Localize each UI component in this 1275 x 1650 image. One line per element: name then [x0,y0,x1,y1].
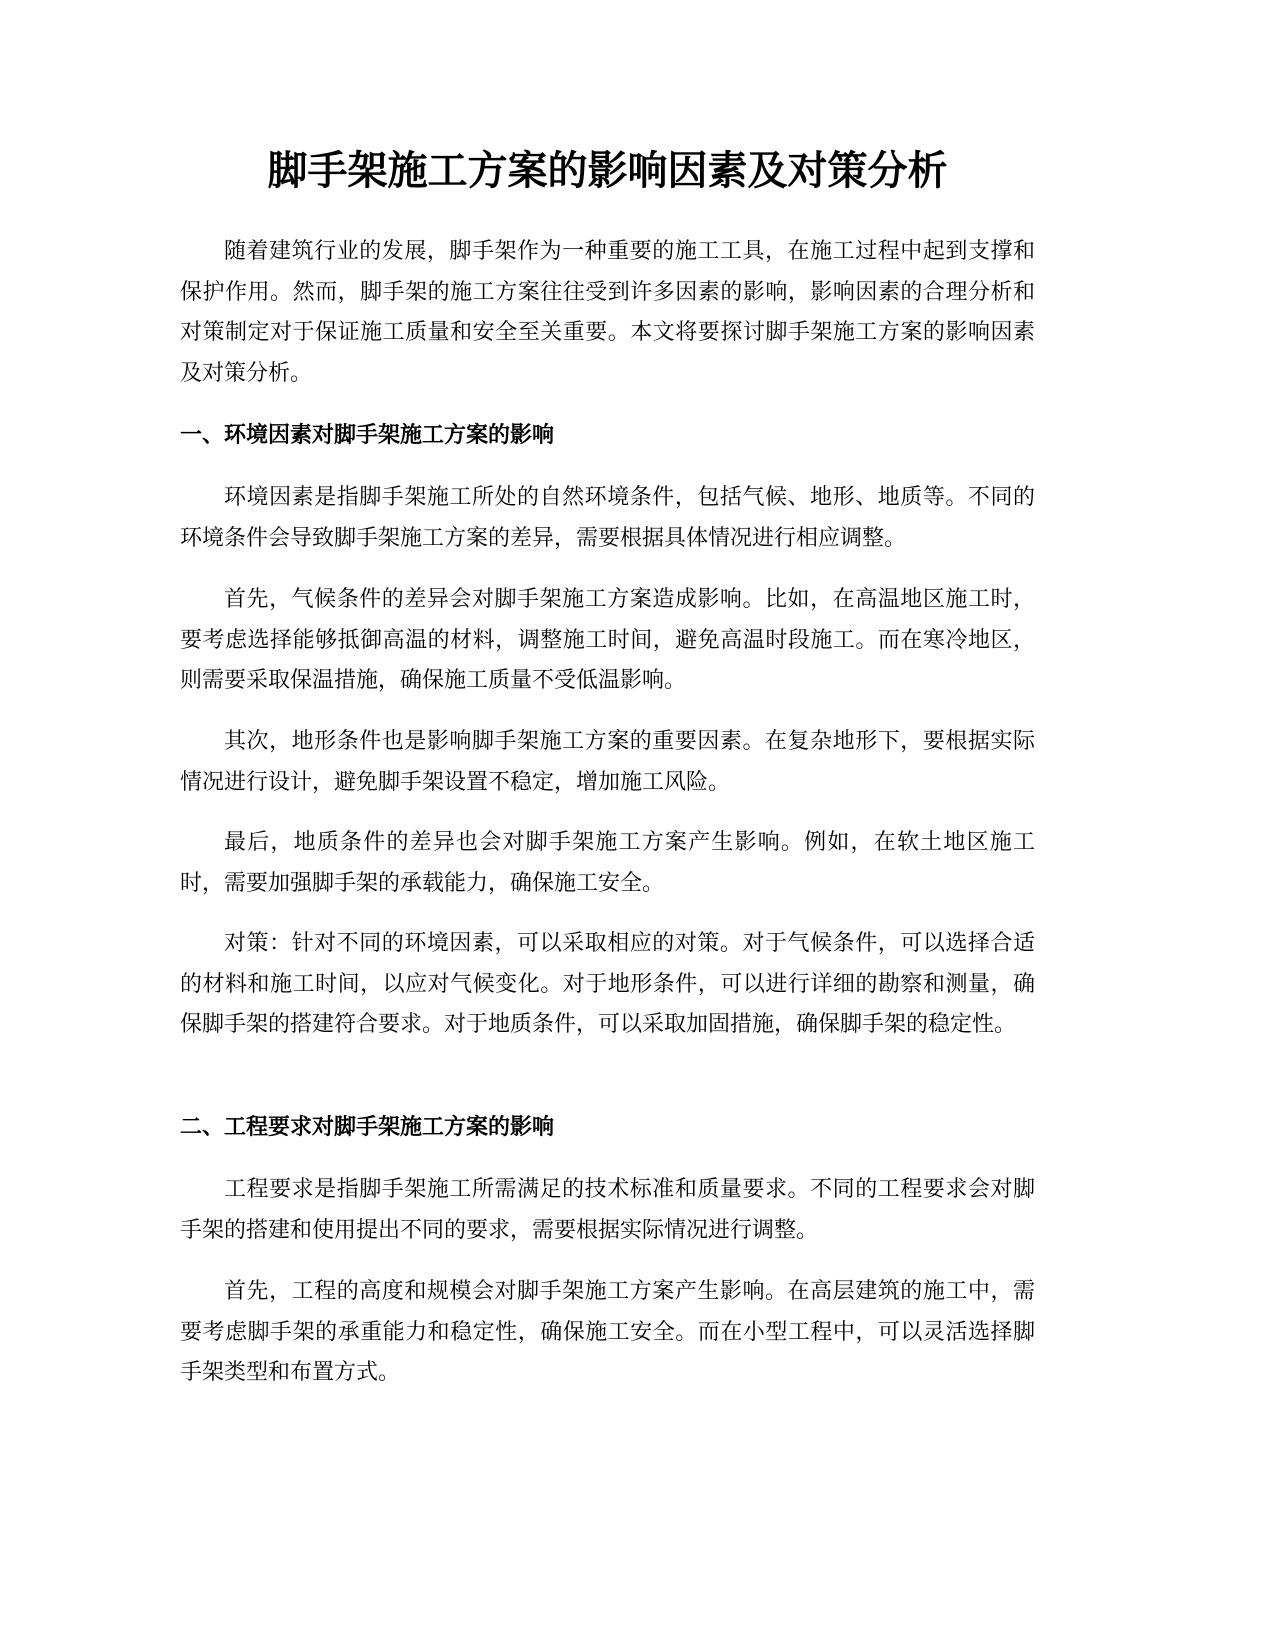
section-1-heading: 一、环境因素对脚手架施工方案的影响 [180,423,555,448]
section-1-paragraph-5: 对策：针对不同的环境因素，可以采取相应的对策。对于气候条件，可以选择合适的材料和施工时间，以应对气候变化。对于地形条件，可以进行详细的勘察和测量，确保脚手架的搭建符合要求。对于地质条件，可以采取加固措施，确保脚手架的稳定性。 [180,931,1035,1037]
document-title: 脚手架施工方案的影响因素及对策分析 [267,148,948,194]
section-1-paragraph-2: 首先，气候条件的差异会对脚手架施工方案造成影响。比如，在高温地区施工时，要考虑选择能够抵御高温的材料，调整施工时间，避免高温时段施工。而在寒冷地区，则需要采取保温措施，确保施工质量不受低温影响。 [180,587,1035,693]
section-1-paragraph-3: 其次，地形条件也是影响脚手架施工方案的重要因素。在复杂地形下，要根据实际情况进行设计，避免脚手架设置不稳定，增加施工风险。 [180,729,1035,795]
section-2-paragraph-2: 首先，工程的高度和规模会对脚手架施工方案产生影响。在高层建筑的施工中，需要考虑脚手架的承重能力和稳定性，确保施工安全。而在小型工程中，可以灵活选择脚手架类型和布置方式。 [180,1279,1035,1385]
intro-paragraph: 随着建筑行业的发展，脚手架作为一种重要的施工工具，在施工过程中起到支撑和保护作用。然而，脚手架的施工方案往往受到许多因素的影响，影响因素的合理分析和对策制定对于保证施工质量和安全至关重要。本文将要探讨脚手架施工方案的影响因素及对策分析。 [180,239,1035,386]
section-1-paragraph-4: 最后，地质条件的差异也会对脚手架施工方案产生影响。例如，在软土地区施工时，需要加强脚手架的承载能力，确保施工安全。 [180,830,1035,896]
section-2-heading: 二、工程要求对脚手架施工方案的影响 [180,1115,555,1140]
section-2-paragraph-1: 工程要求是指脚手架施工所需满足的技术标准和质量要求。不同的工程要求会对脚手架的搭建和使用提出不同的要求，需要根据实际情况进行调整。 [180,1177,1035,1243]
document-page [180,0,1035,1650]
section-1-paragraph-1: 环境因素是指脚手架施工所处的自然环境条件，包括气候、地形、地质等。不同的环境条件会导致脚手架施工方案的差异，需要根据具体情况进行相应调整。 [180,485,1035,551]
